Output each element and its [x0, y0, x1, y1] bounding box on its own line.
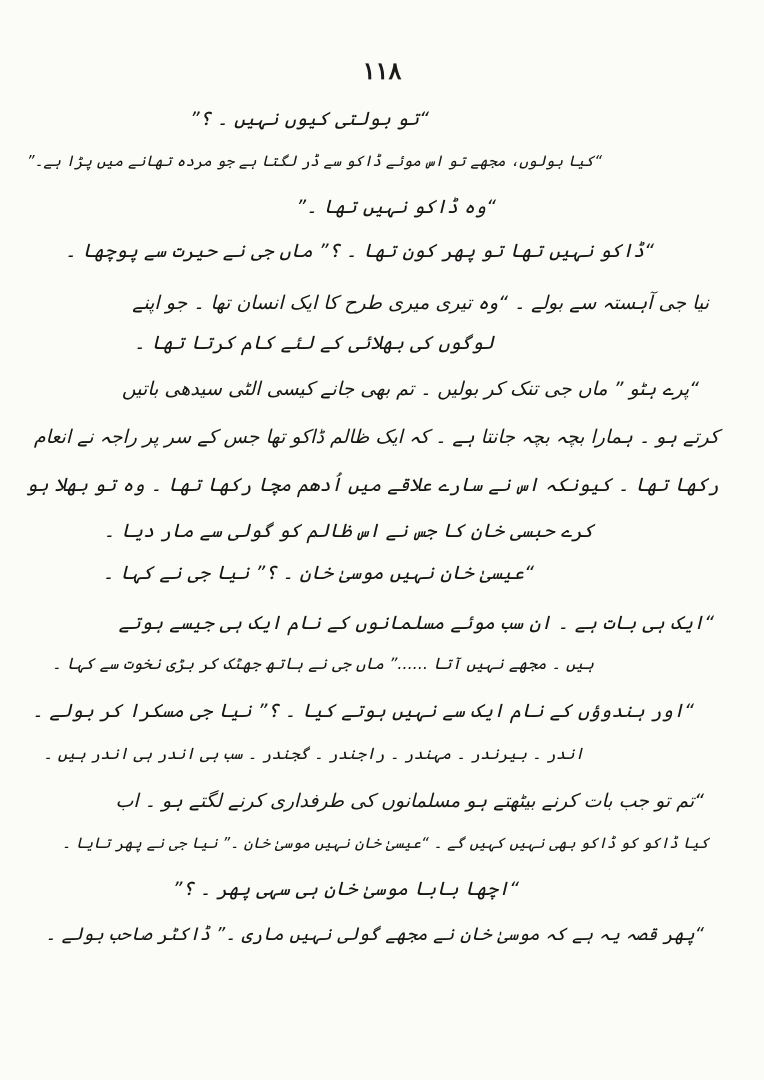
- text-line: “عیسیٰ خان نہیں موسیٰ خان ۔ ؟” نیا جی نے کہا ۔: [102, 562, 534, 584]
- text-line: “وہ ڈاکو نہیں تھا ۔”: [296, 196, 496, 218]
- text-line: کرے حبسی خان کا جس نے اس ظالم کو گولی سے مار دیا ۔: [103, 520, 594, 542]
- text-line: رکھا تھا ۔ کیونکہ اس نے سارے علاقے میں اُدھم مچا رکھا تھا ۔ وہ تو بھلا ہو: [26, 474, 719, 496]
- page-number: ۱۱۸: [362, 56, 402, 85]
- text-line: “پھر قصہ یہ ہے کہ موسیٰ خان نے مجھے گولی نہیں ماری ۔” ڈاکٹر صاحب بولے ۔: [45, 924, 704, 945]
- text-line: اندر ۔ بیرندر ۔ مہندر ۔ راجندر ۔ گجندر ۔ سب ہی اندر ہی اندر ہیں ۔: [43, 744, 584, 763]
- text-line: کرتے ہو ۔ ہمارا بچہ بچہ جانتا ہے ۔ کہ ایک ظالم ڈاکو تھا جس کے سر پر راجہ نے انعام: [33, 426, 719, 448]
- text-line: “ایک ہی بات ہے ۔ ان سب موئے مسلمانوں کے نام ایک ہی جیسے ہوتے: [118, 612, 714, 634]
- text-line: ہیں ۔ مجھے نہیں آتا ......” ماں جی نے ہاتھ جھٹک کر بڑی نخوت سے کہا ۔: [51, 654, 594, 673]
- text-line: “کیا بولوں، مجھے تو اس موئے ڈاکو سے ڈر لگتا ہے جو مردہ تھانے میں پڑا ہے۔”: [26, 152, 602, 170]
- text-line: “اچھا بابا موسیٰ خان ہی سہی پھر ۔ ؟”: [172, 878, 519, 900]
- text-line: “تو بولتی کیوں نہیں ۔ ؟”: [189, 108, 429, 130]
- text-line: “پرے ہٹو ” ماں جی تنک کر بولیں ۔ تم بھی جانے کیسی الٹی سیدھی باتیں: [121, 378, 699, 400]
- text-line: نیا جی آہستہ سے بولے ۔ “وہ تیری میری طرح کا ایک انسان تھا ۔ جو اپنے: [132, 292, 709, 314]
- text-line: کیا ڈاکو کو ڈاکو بھی نہیں کہیں گے ۔ “عیسیٰ خان نہیں موسیٰ خان ۔” نیا جی نے پھر تایا ۔: [61, 834, 709, 852]
- text-line: “ڈاکو نہیں تھا تو پھر کون تھا ۔ ؟” ماں جی نے حیرت سے پوچھا ۔: [65, 240, 654, 262]
- text-line: لوگوں کی بھلائی کے لئے کام کرتا تھا ۔: [133, 332, 494, 354]
- text-line: “اور ہندوؤں کے نام ایک سے نہیں ہوتے کیا ۔ ؟” نیا جی مسکرا کر بولے ۔: [32, 700, 694, 722]
- text-line: “تم تو جب بات کرنے بیٹھتے ہو مسلمانوں کی طرفداری کرنے لگتے ہو ۔ اب: [115, 790, 704, 812]
